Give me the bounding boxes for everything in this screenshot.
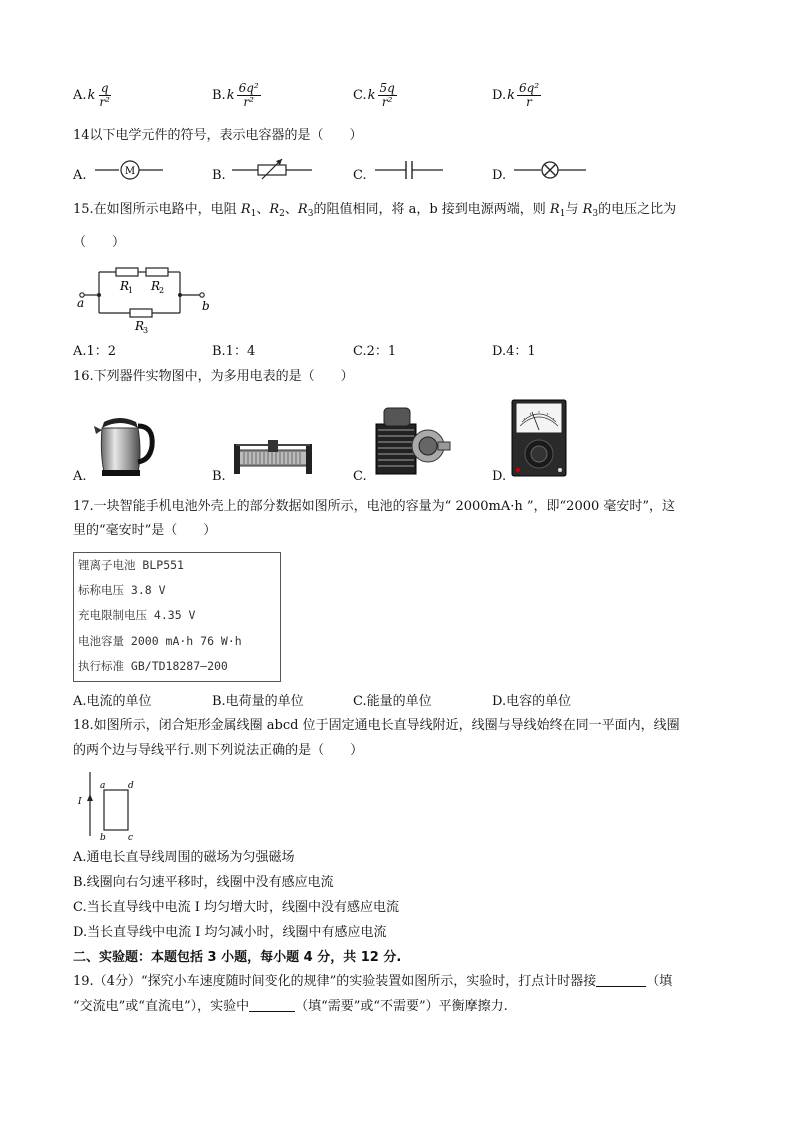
battery-label-row: 锂离子电池 BLP551 — [78, 558, 184, 572]
subscript: 3 — [592, 209, 599, 219]
q13-option-c — [353, 82, 397, 109]
r3-subscript: 3 — [143, 326, 149, 334]
numerator: q — [100, 81, 109, 95]
numerator: 6q² — [238, 81, 259, 95]
q17-option-b: B.电荷量的单位 — [212, 694, 304, 709]
battery-label-row: 执行标准 GB/TD18287—200 — [78, 659, 228, 673]
q15-stem-part: 15.在如图所示电路中，电阻 — [73, 202, 241, 217]
denominator: r² — [243, 95, 254, 109]
q13-option-d — [492, 82, 541, 109]
separator: 、 — [284, 202, 298, 217]
q17-option-d: D.电容的单位 — [492, 694, 572, 709]
resistor-symbol: R — [549, 202, 560, 217]
q18-option-c: C.当长直导线中电流 I 均匀增大时，线圈中没有感应电流 — [73, 900, 400, 915]
q15-option-a: A.1：2 — [73, 344, 117, 359]
resistor-symbol: R — [240, 202, 251, 217]
subscript: 3 — [307, 209, 314, 219]
subscript: 1 — [559, 209, 566, 219]
resistor-symbol: R — [269, 202, 280, 217]
q17-option-c: C.能量的单位 — [353, 694, 432, 709]
section-heading: 二、实验题：本题包括 3 小题，每小题 4 分，共 12 分. — [73, 950, 402, 965]
q13-option-a — [73, 82, 112, 109]
r1-label: R — [120, 279, 130, 293]
motor-device-image — [372, 404, 452, 480]
corner-d-label: d — [128, 781, 134, 791]
motor-label: M — [124, 166, 136, 177]
r3-label: R — [135, 319, 145, 333]
r2-subscript: 2 — [159, 286, 165, 295]
q16-stem: 16.下列器件实物图中，为多用电表的是（ ） — [73, 369, 354, 384]
q15-stem-part: 的电压之比为 — [598, 202, 677, 217]
separator: 、 — [256, 202, 270, 217]
denominator: r² — [381, 95, 393, 109]
option-letter: A. — [73, 88, 87, 103]
subscript: 1 — [250, 209, 257, 219]
q18-option-b: B.线圈向右匀速平移时，线圈中没有感应电流 — [73, 875, 334, 890]
q18-stem-line1: 18.如图所示，闭合矩形金属线圈 abcd 位于固定通电长直导线附近，线圈与导线始终在同一平面内，线圈 — [73, 718, 680, 733]
q17-option-a: A.电流的单位 — [73, 694, 152, 709]
coefficient: k — [226, 88, 235, 103]
numerator: 5q — [379, 81, 395, 95]
r2-label: R — [151, 279, 161, 293]
q18-stem-line2: 的两个边与导线平行.则下列说法正确的是（ ） — [73, 743, 364, 758]
resistor-symbol: R — [297, 202, 308, 217]
terminal-b-label: b — [202, 299, 210, 313]
battery-label-row: 电池容量 2000 mA·h 76 W·h — [78, 634, 242, 648]
q16-option-a: A. — [73, 469, 87, 484]
subscript: 2 — [279, 209, 285, 219]
q19-line1 — [73, 972, 672, 992]
denominator: r² — [99, 95, 110, 109]
answer-blank[interactable] — [596, 972, 646, 987]
corner-a-label: a — [100, 781, 106, 791]
option-letter: C. — [353, 88, 367, 103]
q14-stem: 14以下电学元件的符号，表示电容器的是（ ） — [73, 128, 363, 143]
battery-label-row: 充电限制电压 4.35 V — [78, 608, 196, 622]
q16-option-b: B. — [212, 469, 226, 484]
q15-circuit-diagram — [72, 262, 222, 334]
fraction — [97, 82, 112, 109]
q19-text: （填 — [646, 974, 673, 989]
q15-paren: （ ） — [73, 235, 126, 250]
q16-option-c: C. — [353, 469, 367, 484]
q15-option-d: D.4：1 — [492, 344, 536, 359]
q14-option-c: C. — [353, 168, 367, 183]
q18-wire-coil-diagram — [76, 768, 146, 844]
numerator: 6q² — [518, 81, 540, 95]
option-letter: D. — [492, 88, 507, 103]
q19-text: 19.（4分）“探究小车速度随时间变化的规律”的实验装置如图所示，实验时，打点计时器接 — [73, 974, 597, 989]
q19-text: （填“需要”或“不需要”）平衡摩擦力. — [295, 999, 508, 1014]
electric-kettle-image — [92, 408, 156, 478]
q13-option-b — [212, 82, 261, 109]
capacitor-symbol-icon — [375, 158, 445, 182]
sliding-rheostat-image — [232, 436, 314, 478]
r1-subscript: 1 — [128, 286, 134, 295]
battery-label-row: 标称电压 3.8 V — [78, 583, 166, 597]
terminal-a-label: a — [77, 296, 85, 310]
q17-stem-line1: 17.一块智能手机电池外壳上的部分数据如图所示，电池的容量为“ 2000mA·h ”，即“2000 毫安时”，这 — [73, 499, 676, 514]
q15-stem-part: 的阻值相同，将 a，b 接到电源两端，则 — [313, 202, 550, 217]
q16-option-d: D. — [492, 469, 507, 484]
lamp-symbol-icon — [514, 158, 588, 182]
q17-stem-line2: 里的“毫安时”是（ ） — [73, 523, 217, 538]
q14-option-d: D. — [492, 168, 507, 183]
fraction — [517, 82, 541, 109]
q19-text: “交流电”或“直流电”），实验中 — [73, 999, 250, 1014]
q19-line2 — [73, 997, 508, 1017]
corner-b-label: b — [100, 833, 106, 843]
multimeter-image — [510, 398, 568, 478]
q18-option-a: A.通电长直导线周围的磁场为匀强磁场 — [73, 850, 295, 865]
q18-option-d: D.当长直导线中电流 I 均匀减小时，线圈中有感应电流 — [73, 925, 387, 940]
q14-option-b: B. — [212, 168, 226, 183]
q15-stem-part: 与 — [565, 202, 583, 217]
corner-c-label: c — [128, 833, 134, 843]
rheostat-symbol-icon — [232, 154, 312, 182]
q15-option-c: C.2：1 — [353, 344, 397, 359]
denominator: r — [526, 95, 532, 109]
fraction — [378, 82, 397, 109]
answer-blank[interactable] — [249, 997, 295, 1012]
battery-label-image — [73, 552, 281, 682]
motor-symbol-icon — [95, 158, 165, 182]
q14-option-a: A. — [73, 168, 87, 183]
option-letter: B. — [212, 88, 226, 103]
coefficient: k — [87, 88, 96, 103]
fraction — [237, 82, 261, 109]
q15-option-b: B.1：4 — [212, 344, 256, 359]
q15-stem — [73, 200, 676, 224]
coefficient: k — [367, 88, 376, 103]
resistor-symbol: R — [582, 202, 593, 217]
coefficient: k — [507, 88, 515, 103]
current-label: I — [78, 797, 82, 807]
